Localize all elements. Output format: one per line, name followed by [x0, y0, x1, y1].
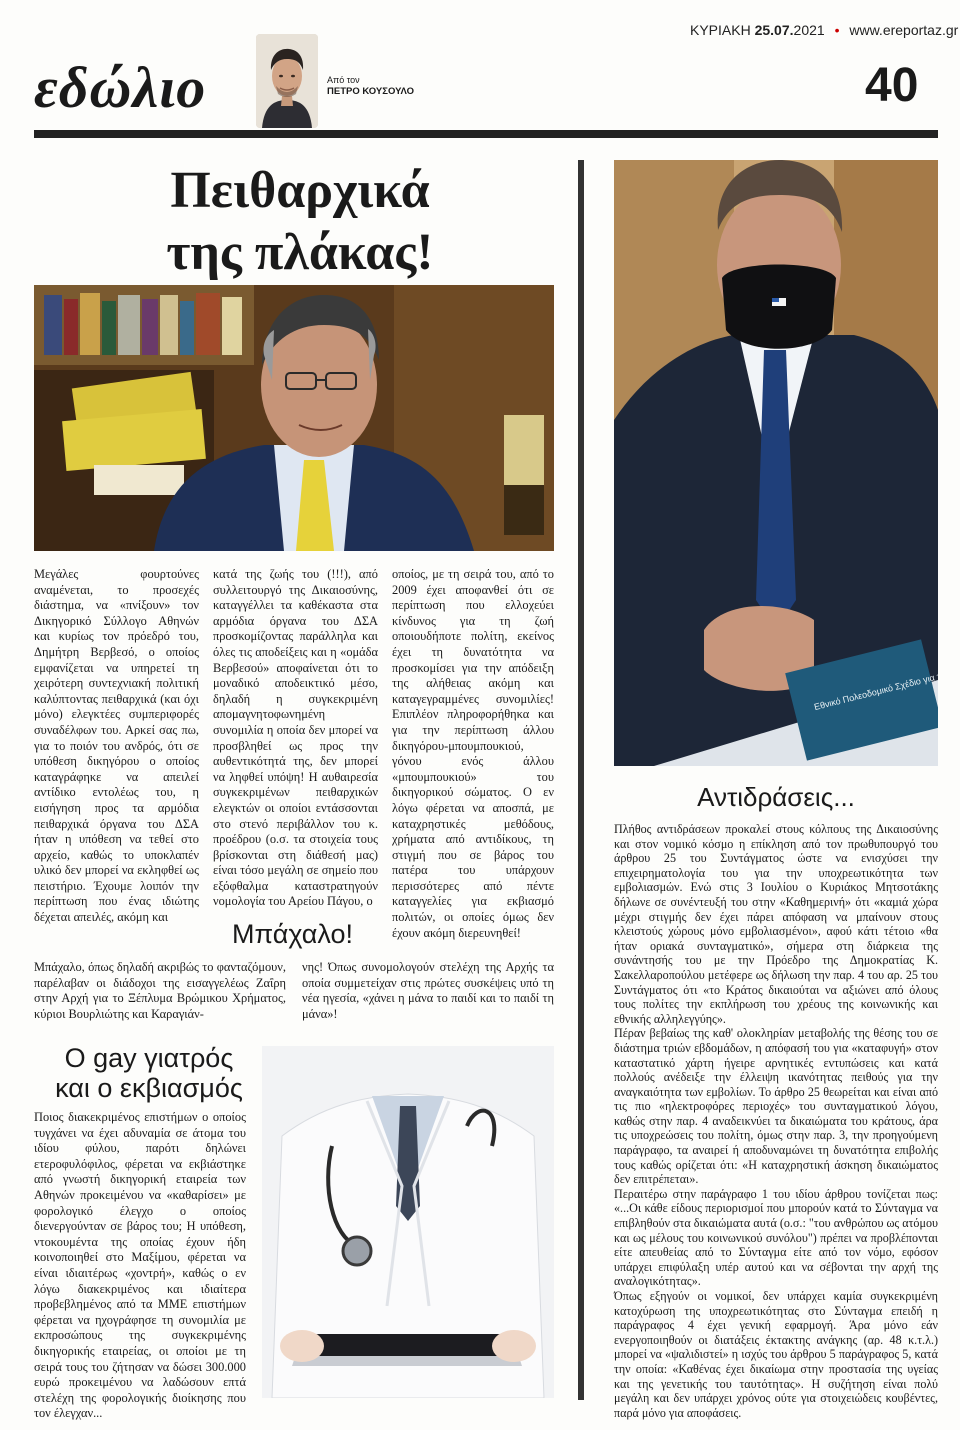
- doctor-title-line-1: Ο gay γιατρός: [64, 1043, 234, 1073]
- main-story-column-1: Μεγάλες φουρτούνες αναμένεται, το προσεχές διάστημα, να «πνίξουν» τον Δικηγορικό Σύλλογο Αθηνών και κυρίως τον πρόεδρό του, Δημήτρη Βερβεσό, ο οποίος εμφανίζεται να υπηρετεί τη χειρότερη συντεχνιακή πολιτική καλύπτοντας πειθαρχικά (και όχι μόνο) ελεγκτέες συμπεριφορές συναδέλφων του. Αρκεί σας πω, για το ποιόν του ανδρός, ότι σε υπόθεση δικηγόρου ο οποίος καταγράφηκε να απειλεί αντίδικο εντολέως του, η εισήγηση προς τα αρμόδια πειθαρχικά όργανα του ΔΣΑ ήταν η υπόθεση να τεθεί στο αρχείο, καθώς το υποκλαπέν υλικό δεν μπορεί να εκληφθεί ως πειστήριο. Έχουμε λοιπόν την περίπτωση που ένας ιδιώτης δέχεται απειλές, ακόμη και: [34, 567, 199, 925]
- reactions-paragraph-4: Όπως εξηγούν οι νομικοί, δεν υπάρχει καμία συγκεκριμένη κατοχύρωση της υποχρεωτικότητας στο Σύνταγμα επειδή η παράγραφος 4 έχει γενική εφαρμογή. Άρα μόνο εάν ενεργοποιηθούν οι διατάξεις έκτακτης ανάγκης (αρ. 48 κ.τ.λ.) μπορεί να «ψαλιδιστεί» η ισχύς του άρθρου 5 παράγραφος 5, κατά την οποία: «Καθένας έχει δικαίωμα στην προστασία της υγείας και της γενετικής του ταυτότητας». Η συζήτηση είναι πολύ μεγάλη και δεν υπάρχει χρόνος ούτε για στοιχειώδεις κουβέντες, παρά μόνο για αποφάσεις.: [614, 1289, 938, 1420]
- main-headline: [100, 160, 500, 284]
- main-story-column-3: οποίος, με τη σειρά του, από το 2009 έχει αποφανθεί ότι σε περίπτωση που ελλοχεύει κίνδυνος για τη ζωή οποιουδήποτε πολίτη, εκείνος έχει τη δυνατότητα να προσκομίσει για την απόδειξη της αλήθειας ακόμη και καταγεγραμμένες συνομιλίες! Επιπλέον πληροφορήθηκα και για την περίπτωση άλλου δικηγόρου-μπουμπουκιού, γόνου ενός άλλου «μπουμπουκιού» του δικηγορικού σώματος. Ο εν λόγω φέρεται να αποσπά, με καταχρηστικές μεθόδους, χρήματα από αντιδίκους, τη στιγμή που σε βάρος του πατέρα του υπάρχουν περισσότερες από πέντε καταγγελίες για εκβιασμό πολιτών, οι οποίες όμως δεν έχουν ακόμη διερευνηθεί!: [392, 567, 554, 940]
- dateline-date: 25.07.: [754, 22, 794, 38]
- doctor-photo: [262, 1046, 554, 1398]
- mpachalo-column-2: νης! Όπως συνομολογούν στελέχη της Αρχής τα οποία συμμετείχαν στις πρώτες συσκέψεις υπό τη νέα ηγεσία, «χάνει η μάνα το παιδί και το παιδί τη μάνα»!: [302, 960, 554, 1021]
- reactions-body: [614, 822, 938, 1420]
- doctor-photo-image: [262, 1046, 554, 1398]
- column-masthead: εδώλιο: [34, 55, 207, 120]
- reactions-paragraph-1: Πλήθος αντιδράσεων προκαλεί στους κόλπους της Δικαιοσύνης και στον νομικό κόσμο η επίκληση από τον πρωθυπουργό του άρθρου 25 του Συντάγματος ώστε να ενισχύσει την επιχειρηματολογία του για την υποχρεωτικότητα των εμβολιασμών. Ενώ στις 3 Ιουλίου ο Κυριάκος Μητσοτάκης δήλωνε σε συνέντευξή του στην «Καθημερινή» ότι «καμιά χώρα μέχρι στιγμής δεν έχει πάρει απόφαση να μπαίνουν στους κλειστούς χώρους μόνο εμβολιασμένοι», αφού κάτι τέτοιο «θα ήταν οριακά συνταγματικό», σήμερα στη διάρκεια της συνάντησής του με την Πρόεδρο της Δημοκρατίας Κ. Σακελλαροπούλου μετέφερε ως δήλωση την παρ. 4 του αρ. 25 του Συντάγματος ότι «το Κράτος δικαιούται να αξιώνει από όλους τους πολίτες την εκπλήρωση του χρέους της κοινωνικής και εθνικής αλληλεγγύης».: [614, 822, 938, 1026]
- reactions-paragraph-2: Πέραν βεβαίως της καθ' ολοκληρίαν μεταβολής της θέσης του σε διάστημα τριών εβδομάδων, η απόφασή του για «καταφυγή» στον καταστατικό χάρτη ήγειρε αρνητικές εντυπώσεις και κατά πολλούς ανέδειξε την έλλειψη ικανότητας πειθούς για την αναγκαιότητα των εμβολίων. Το άρθρο 25 θεωρείται και είναι από τις πιο «ηλεκτροφόρες περιοχές» του συνταγματικού λόγου, καθώς στην παρ. 4 αναδεικνύει τα δικαιώματα του κράτους, άρα τις υποχρεώσεις του πολίτη, όμως στην παρ. 3, την προηγούμενη παράγραφο, τα αναιρεί ή αποδυναμώνει τη δυνατότητα επιβολής τους καθώς ορίζεται ότι: «Η καταχρηστική άσκηση δικαιώματος δεν επιτρέπεται».: [614, 1026, 938, 1187]
- author-avatar: [256, 34, 318, 128]
- lawyer-photo-image: [34, 285, 554, 551]
- mpachalo-title: Μπάχαλο!: [232, 919, 354, 949]
- byline-prefix: Από τον: [327, 75, 360, 85]
- lawyer-photo: [34, 285, 554, 551]
- author-portrait-icon: [256, 34, 318, 128]
- headline-line-2: της πλάκας!: [166, 224, 434, 281]
- mpachalo-column-1: Μπάχαλο, όπως δηλαδή ακριβώς το φανταζόμουν, παρέλαβαν οι διάδοχοι της εισαγγελέως Ζαΐρη στην Αρχή για το Ξέπλυμα Βρώμικου Χρήματος, κύριοι Βουρλιώτης και Καραγιάν-: [34, 960, 286, 1021]
- dateline-site: www.ereportaz.gr: [849, 22, 959, 38]
- reactions-paragraph-3: Περαιτέρω στην παράγραφο 1 του ιδίου άρθρου τονίζεται πως: «...Οι κάθε είδους περιορισμοί που μπορούν κατά το Σύνταγμα να επιβληθούν στα δικαιώματα αυτά (ο.σ.: "του ανθρώπου ως ατόμου και ως μέλους του κοινωνικού συνόλου") πρέπει να προβλέπονται είτε απευθείας από το Σύνταγμα είτε από τον νόμο, εφόσον υπάρχει επιφύλαξη υπέρ αυτού και να σέβονται την αρχή της αναλογικότητας».: [614, 1186, 938, 1289]
- author-byline: [327, 75, 414, 97]
- reactions-title: Αντιδράσεις...: [697, 782, 855, 812]
- doctor-story-title: [34, 1043, 264, 1103]
- page-dateline: [690, 22, 958, 38]
- doctor-story-body: Ποιος διακεκριμένος επιστήμων ο οποίος τυγχάνει να έχει αδυναμία σε άτομα του ιδίου φύλου, παρότι δηλώνει ετεροφυλόφιλος, φέρεται να εκβιάστηκε από γνωστή δικηγορική εταιρεία των Αθηνών προκειμένου να «καθαρίσει» με φορολογικό έλεγχο ο οποίος διενεργούνταν σε βάρος του; Η υπόθεση, ντοκουμέντα της οποίας έχουν ήδη κοινοποιηθεί στο Μαξίμου, φέρεται να είναι ιδιαιτέρως «χοντρή», καθώς ο εν λόγω διακεκριμένος και ιδιαίτερα προβεβλημένος από τα ΜΜΕ επιστήμων φέρεται να ηχογράφησε τη συνομιλία με εκπροσώπους της συγκεκριμένης δικηγορικής εταιρείας, οι οποίοι με τη σειρά τους του ζήτησαν να δώσει 300.000 ευρώ προκειμένου να λαδώσουν επτά στελέχη της φορολογικής διοίκησης που τον έλεγχαν...: [34, 1110, 246, 1421]
- dateline-separator: •: [834, 22, 840, 38]
- page-number: 40: [865, 59, 919, 112]
- dateline-year: 2021: [793, 22, 825, 38]
- prime-minister-photo: [614, 160, 938, 766]
- header-rule: [34, 130, 938, 138]
- dateline-day: ΚΥΡΙΑΚΗ: [690, 22, 751, 38]
- headline-line-1: Πειθαρχικά: [170, 162, 430, 219]
- column-divider: [578, 160, 584, 1400]
- doctor-title-line-2: και ο εκβιασμός: [55, 1073, 243, 1103]
- main-story-column-2: κατά της ζωής του (!!!), από συλλειτουργό της Δικαιοσύνης, καταγγέλλει τα καθέκαστα στα αρμόδια όργανα του ΔΣΑ προσκομίζοντας παράλληλα και όλες τις αποδείξεις και η «ομάδα Βερβεσού» αποφαίνεται ότι το μοναδικό αποδεικτικό μέσο, δηλαδή η συγκεκριμένη απομαγνητοφωνημένη συνομιλία η οποία δεν μπορεί να προσβληθεί ως προς την αυθεντικότητά της, δεν μπορεί να ληφθεί υπόψη! Η αυθαιρεσία συγκεκριμένων πειθαρχικών ελεγκτών οι οποίοι εντάσσονται στο στενό περιβάλλον του κ. προέδρου (ο.σ. τα στοιχεία τους βρίσκονται στη διάθεσή μας) είναι τόσο μεγάλη σε σημείο που εξόφθαλμα καταστρατηγούν νομολογία του Αρείου Πάγου, ο: [213, 567, 378, 909]
- byline-name: ΠΕΤΡΟ ΚΟΥΣΟΥΛΟ: [327, 86, 415, 97]
- prime-minister-photo-image: [614, 160, 938, 766]
